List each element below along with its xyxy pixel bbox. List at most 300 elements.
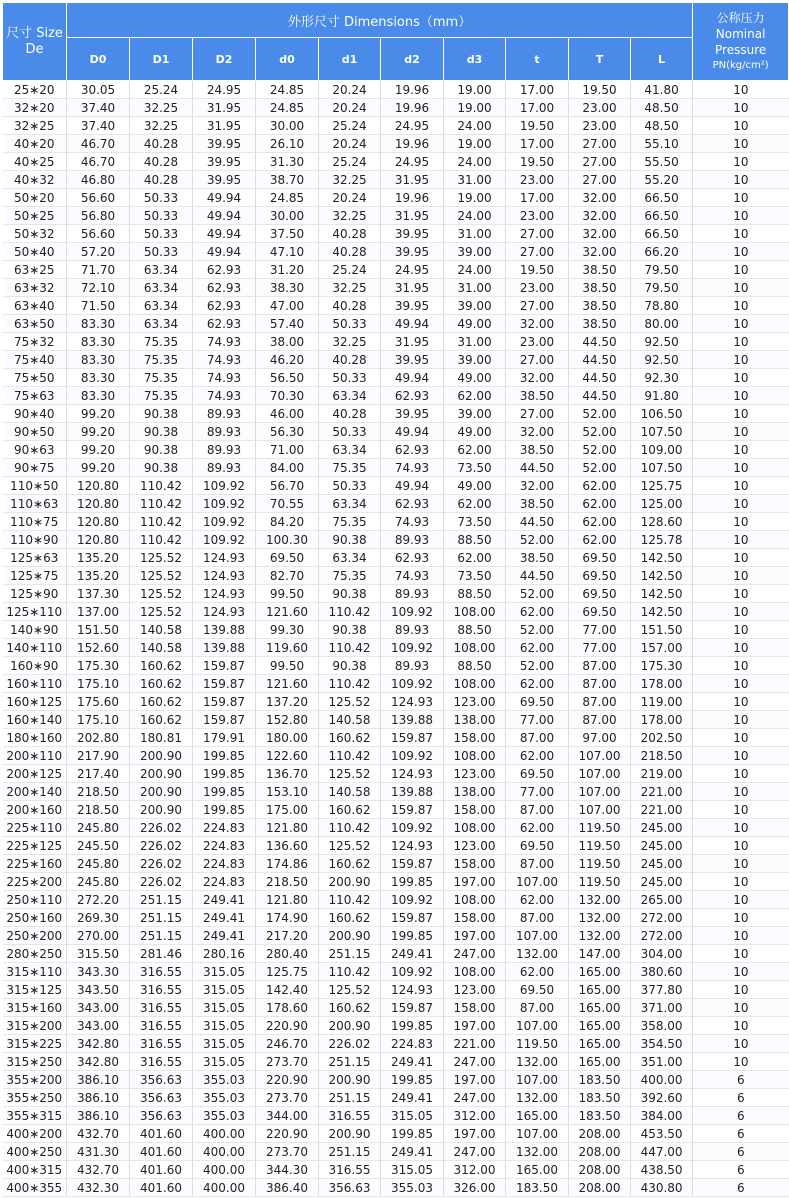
dimensions-header: 外形尺寸 Dimensions（mm） [67,3,693,38]
cell-T: 107.00 [569,765,631,783]
cell-T: 27.00 [569,153,631,171]
cell-d0: 386.40 [256,1179,319,1197]
cell-L: 79.50 [631,279,693,297]
dimensions-table [2,2,789,1197]
cell-size: 25∗20 [3,81,67,99]
cell-D1: 251.15 [130,909,193,927]
cell-d1: 20.24 [319,81,381,99]
cell-D0: 386.10 [67,1089,130,1107]
table-row [3,945,789,963]
cell-T: 183.50 [569,1107,631,1125]
cell-L: 128.60 [631,513,693,531]
cell-T: 62.00 [569,495,631,513]
cell-d1: 32.25 [319,207,381,225]
table-row [3,855,789,873]
cell-pn: 10 [693,711,789,729]
cell-L: 453.50 [631,1125,693,1143]
cell-d2: 109.92 [381,675,444,693]
cell-d2: 109.92 [381,891,444,909]
cell-T: 69.50 [569,567,631,585]
table-row [3,783,789,801]
cell-L: 447.00 [631,1143,693,1161]
cell-pn: 10 [693,963,789,981]
cell-pn: 10 [693,909,789,927]
cell-d3: 108.00 [444,603,506,621]
table-row [3,801,789,819]
cell-size: 280∗250 [3,945,67,963]
table-row [3,693,789,711]
table-row [3,747,789,765]
cell-L: 392.60 [631,1089,693,1107]
table-row [3,1107,789,1125]
cell-size: 355∗315 [3,1107,67,1125]
cell-d0: 178.60 [256,999,319,1017]
cell-size: 50∗25 [3,207,67,225]
cell-d3: 197.00 [444,927,506,945]
cell-D1: 75.35 [130,369,193,387]
cell-T: 38.50 [569,279,631,297]
cell-pn: 10 [693,1053,789,1071]
cell-T: 97.00 [569,729,631,747]
cell-d2: 124.93 [381,837,444,855]
table-row [3,927,789,945]
cell-L: 92.50 [631,333,693,351]
cell-T: 208.00 [569,1179,631,1197]
cell-D1: 200.90 [130,765,193,783]
cell-D2: 124.93 [193,549,256,567]
col-header-d2: d2 [381,38,444,81]
cell-L: 157.00 [631,639,693,657]
cell-D0: 386.10 [67,1071,130,1089]
cell-D1: 226.02 [130,873,193,891]
cell-d3: 31.00 [444,333,506,351]
cell-d1: 160.62 [319,801,381,819]
cell-D2: 109.92 [193,495,256,513]
cell-d1: 125.52 [319,765,381,783]
cell-D0: 245.80 [67,819,130,837]
cell-D1: 90.38 [130,441,193,459]
cell-d1: 200.90 [319,1071,381,1089]
cell-t: 23.00 [506,279,569,297]
cell-d1: 110.42 [319,891,381,909]
cell-D0: 245.80 [67,873,130,891]
cell-size: 225∗125 [3,837,67,855]
table-row [3,909,789,927]
cell-t: 165.00 [506,1161,569,1179]
cell-t: 107.00 [506,1125,569,1143]
cell-t: 132.00 [506,1089,569,1107]
cell-d0: 47.00 [256,297,319,315]
cell-size: 32∗25 [3,117,67,135]
cell-D2: 179.91 [193,729,256,747]
cell-t: 62.00 [506,819,569,837]
cell-d0: 31.30 [256,153,319,171]
cell-T: 119.50 [569,855,631,873]
cell-pn: 10 [693,369,789,387]
cell-d3: 123.00 [444,837,506,855]
cell-pn: 10 [693,189,789,207]
cell-d3: 62.00 [444,549,506,567]
table-row [3,639,789,657]
table-row [3,243,789,261]
cell-T: 119.50 [569,873,631,891]
cell-d1: 140.58 [319,711,381,729]
cell-T: 69.50 [569,585,631,603]
cell-L: 358.00 [631,1017,693,1035]
cell-d1: 75.35 [319,567,381,585]
cell-size: 180∗160 [3,729,67,747]
cell-t: 32.00 [506,423,569,441]
col-header-d3: d3 [444,38,506,81]
cell-t: 69.50 [506,837,569,855]
cell-L: 265.00 [631,891,693,909]
cell-d2: 49.94 [381,477,444,495]
cell-pn: 10 [693,891,789,909]
cell-d0: 246.70 [256,1035,319,1053]
cell-d3: 19.00 [444,81,506,99]
cell-D0: 83.30 [67,315,130,333]
cell-D1: 316.55 [130,1035,193,1053]
cell-d0: 56.50 [256,369,319,387]
cell-D1: 200.90 [130,801,193,819]
cell-L: 66.50 [631,225,693,243]
cell-L: 304.00 [631,945,693,963]
cell-d2: 62.93 [381,441,444,459]
table-row [3,1089,789,1107]
cell-D1: 401.60 [130,1161,193,1179]
cell-L: 178.00 [631,711,693,729]
cell-L: 380.60 [631,963,693,981]
table-row [3,459,789,477]
cell-d2: 39.95 [381,351,444,369]
cell-t: 23.00 [506,207,569,225]
cell-D2: 109.92 [193,531,256,549]
cell-D1: 226.02 [130,837,193,855]
cell-D2: 49.94 [193,225,256,243]
cell-D0: 37.40 [67,117,130,135]
cell-d0: 125.75 [256,963,319,981]
cell-T: 147.00 [569,945,631,963]
cell-d0: 122.60 [256,747,319,765]
cell-d3: 39.00 [444,405,506,423]
table-row [3,963,789,981]
cell-d0: 220.90 [256,1017,319,1035]
cell-d0: 57.40 [256,315,319,333]
cell-T: 44.50 [569,351,631,369]
cell-d1: 50.33 [319,477,381,495]
cell-L: 142.50 [631,567,693,585]
cell-d0: 24.85 [256,99,319,117]
table-row [3,675,789,693]
cell-D1: 316.55 [130,1053,193,1071]
cell-d2: 31.95 [381,279,444,297]
cell-D2: 400.00 [193,1143,256,1161]
cell-pn: 10 [693,1017,789,1035]
cell-D0: 432.70 [67,1125,130,1143]
cell-pn: 10 [693,747,789,765]
cell-size: 400∗200 [3,1125,67,1143]
table-row [3,441,789,459]
cell-size: 90∗75 [3,459,67,477]
cell-d0: 220.90 [256,1071,319,1089]
cell-D1: 32.25 [130,117,193,135]
cell-d0: 38.30 [256,279,319,297]
cell-d3: 197.00 [444,1071,506,1089]
cell-d0: 99.30 [256,621,319,639]
cell-size: 50∗40 [3,243,67,261]
cell-d2: 89.93 [381,585,444,603]
header-row-2 [3,38,789,81]
cell-t: 62.00 [506,639,569,657]
cell-D1: 251.15 [130,927,193,945]
cell-size: 110∗63 [3,495,67,513]
cell-d0: 38.70 [256,171,319,189]
col-header-D2: D2 [193,38,256,81]
cell-d1: 25.24 [319,117,381,135]
cell-d3: 158.00 [444,855,506,873]
cell-d3: 138.00 [444,711,506,729]
cell-size: 225∗160 [3,855,67,873]
cell-d1: 160.62 [319,729,381,747]
cell-T: 165.00 [569,1017,631,1035]
cell-d2: 49.94 [381,315,444,333]
cell-d2: 249.41 [381,1089,444,1107]
cell-d3: 62.00 [444,441,506,459]
cell-L: 48.50 [631,117,693,135]
table-row [3,315,789,333]
table-row [3,549,789,567]
cell-L: 66.50 [631,207,693,225]
cell-T: 107.00 [569,801,631,819]
cell-d3: 247.00 [444,945,506,963]
table-row [3,531,789,549]
cell-d1: 40.28 [319,297,381,315]
cell-T: 38.50 [569,261,631,279]
table-row [3,135,789,153]
cell-d3: 24.00 [444,207,506,225]
cell-d1: 160.62 [319,909,381,927]
cell-L: 438.50 [631,1161,693,1179]
cell-d2: 224.83 [381,1035,444,1053]
cell-size: 140∗110 [3,639,67,657]
cell-L: 371.00 [631,999,693,1017]
cell-pn: 10 [693,945,789,963]
cell-pn: 10 [693,819,789,837]
cell-T: 32.00 [569,207,631,225]
table-row [3,477,789,495]
cell-d3: 123.00 [444,765,506,783]
cell-pn: 10 [693,171,789,189]
cell-d2: 109.92 [381,819,444,837]
cell-d1: 63.34 [319,441,381,459]
table-row [3,387,789,405]
table-row [3,81,789,99]
cell-d3: 108.00 [444,963,506,981]
cell-d1: 90.38 [319,585,381,603]
cell-d1: 25.24 [319,153,381,171]
cell-D1: 75.35 [130,387,193,405]
cell-T: 27.00 [569,171,631,189]
cell-pn: 10 [693,81,789,99]
cell-d1: 90.38 [319,657,381,675]
cell-D2: 400.00 [193,1179,256,1197]
table-row [3,207,789,225]
cell-pn: 10 [693,513,789,531]
cell-d3: 108.00 [444,675,506,693]
cell-D2: 249.41 [193,909,256,927]
cell-d0: 175.00 [256,801,319,819]
cell-T: 183.50 [569,1089,631,1107]
cell-d0: 100.30 [256,531,319,549]
cell-d1: 251.15 [319,1053,381,1071]
cell-pn: 10 [693,315,789,333]
cell-d3: 39.00 [444,351,506,369]
cell-pn: 10 [693,405,789,423]
cell-T: 87.00 [569,693,631,711]
cell-D0: 152.60 [67,639,130,657]
cell-t: 62.00 [506,963,569,981]
cell-D0: 151.50 [67,621,130,639]
cell-D0: 120.80 [67,513,130,531]
cell-D1: 251.15 [130,891,193,909]
cell-d3: 197.00 [444,1017,506,1035]
cell-d2: 159.87 [381,855,444,873]
cell-d1: 160.62 [319,999,381,1017]
cell-d2: 49.94 [381,369,444,387]
cell-T: 132.00 [569,891,631,909]
cell-d3: 49.00 [444,423,506,441]
cell-D2: 62.93 [193,279,256,297]
cell-pn: 10 [693,585,789,603]
cell-D0: 202.80 [67,729,130,747]
cell-d0: 152.80 [256,711,319,729]
cell-D1: 160.62 [130,675,193,693]
cell-T: 165.00 [569,981,631,999]
cell-d0: 99.50 [256,657,319,675]
cell-d2: 159.87 [381,999,444,1017]
cell-d2: 159.87 [381,909,444,927]
cell-t: 77.00 [506,711,569,729]
cell-d0: 344.00 [256,1107,319,1125]
cell-D2: 89.93 [193,459,256,477]
table-row [3,765,789,783]
cell-D0: 269.30 [67,909,130,927]
cell-D2: 62.93 [193,261,256,279]
cell-t: 19.50 [506,117,569,135]
cell-d1: 25.24 [319,261,381,279]
cell-size: 225∗110 [3,819,67,837]
table-row [3,567,789,585]
cell-d1: 32.25 [319,333,381,351]
cell-D2: 249.41 [193,891,256,909]
cell-d3: 158.00 [444,999,506,1017]
cell-d3: 39.00 [444,243,506,261]
cell-t: 87.00 [506,801,569,819]
cell-L: 92.50 [631,351,693,369]
cell-t: 52.00 [506,621,569,639]
cell-d3: 158.00 [444,801,506,819]
cell-d1: 316.55 [319,1161,381,1179]
cell-T: 208.00 [569,1161,631,1179]
cell-D1: 226.02 [130,819,193,837]
cell-D1: 125.52 [130,567,193,585]
cell-T: 38.50 [569,315,631,333]
cell-size: 400∗355 [3,1179,67,1197]
cell-d0: 70.55 [256,495,319,513]
cell-D0: 432.30 [67,1179,130,1197]
cell-D2: 224.83 [193,837,256,855]
cell-D0: 386.10 [67,1107,130,1125]
cell-pn: 6 [693,1179,789,1197]
cell-T: 19.50 [569,81,631,99]
cell-size: 160∗140 [3,711,67,729]
cell-d3: 108.00 [444,891,506,909]
cell-T: 165.00 [569,963,631,981]
cell-T: 107.00 [569,747,631,765]
cell-D0: 315.50 [67,945,130,963]
col-header-d0: d0 [256,38,319,81]
table-row [3,1161,789,1179]
cell-pn: 10 [693,261,789,279]
cell-D0: 342.80 [67,1053,130,1071]
cell-pn: 6 [693,1107,789,1125]
cell-d1: 63.34 [319,387,381,405]
cell-D2: 249.41 [193,927,256,945]
cell-t: 38.50 [506,441,569,459]
cell-size: 90∗50 [3,423,67,441]
cell-D1: 110.42 [130,531,193,549]
cell-t: 107.00 [506,927,569,945]
cell-L: 41.80 [631,81,693,99]
cell-t: 165.00 [506,1107,569,1125]
cell-d3: 138.00 [444,783,506,801]
cell-D0: 135.20 [67,549,130,567]
cell-D0: 46.70 [67,153,130,171]
cell-d1: 32.25 [319,171,381,189]
cell-L: 221.00 [631,783,693,801]
cell-T: 77.00 [569,621,631,639]
cell-d1: 50.33 [319,369,381,387]
cell-D0: 83.30 [67,369,130,387]
cell-d2: 199.85 [381,873,444,891]
cell-t: 183.50 [506,1179,569,1197]
cell-d1: 226.02 [319,1035,381,1053]
cell-t: 62.00 [506,891,569,909]
cell-t: 44.50 [506,459,569,477]
cell-d2: 109.92 [381,963,444,981]
cell-size: 315∗125 [3,981,67,999]
cell-D2: 355.03 [193,1089,256,1107]
cell-t: 27.00 [506,225,569,243]
cell-d0: 30.00 [256,207,319,225]
cell-d1: 32.25 [319,279,381,297]
cell-D2: 159.87 [193,675,256,693]
cell-L: 92.30 [631,369,693,387]
table-body [3,81,789,1197]
cell-L: 377.80 [631,981,693,999]
cell-D0: 270.00 [67,927,130,945]
cell-d2: 19.96 [381,99,444,117]
cell-pn: 10 [693,729,789,747]
cell-L: 125.78 [631,531,693,549]
cell-t: 27.00 [506,405,569,423]
cell-L: 106.50 [631,405,693,423]
cell-size: 75∗63 [3,387,67,405]
cell-d3: 24.00 [444,117,506,135]
table-row [3,1053,789,1071]
cell-L: 119.00 [631,693,693,711]
cell-D2: 315.05 [193,1053,256,1071]
